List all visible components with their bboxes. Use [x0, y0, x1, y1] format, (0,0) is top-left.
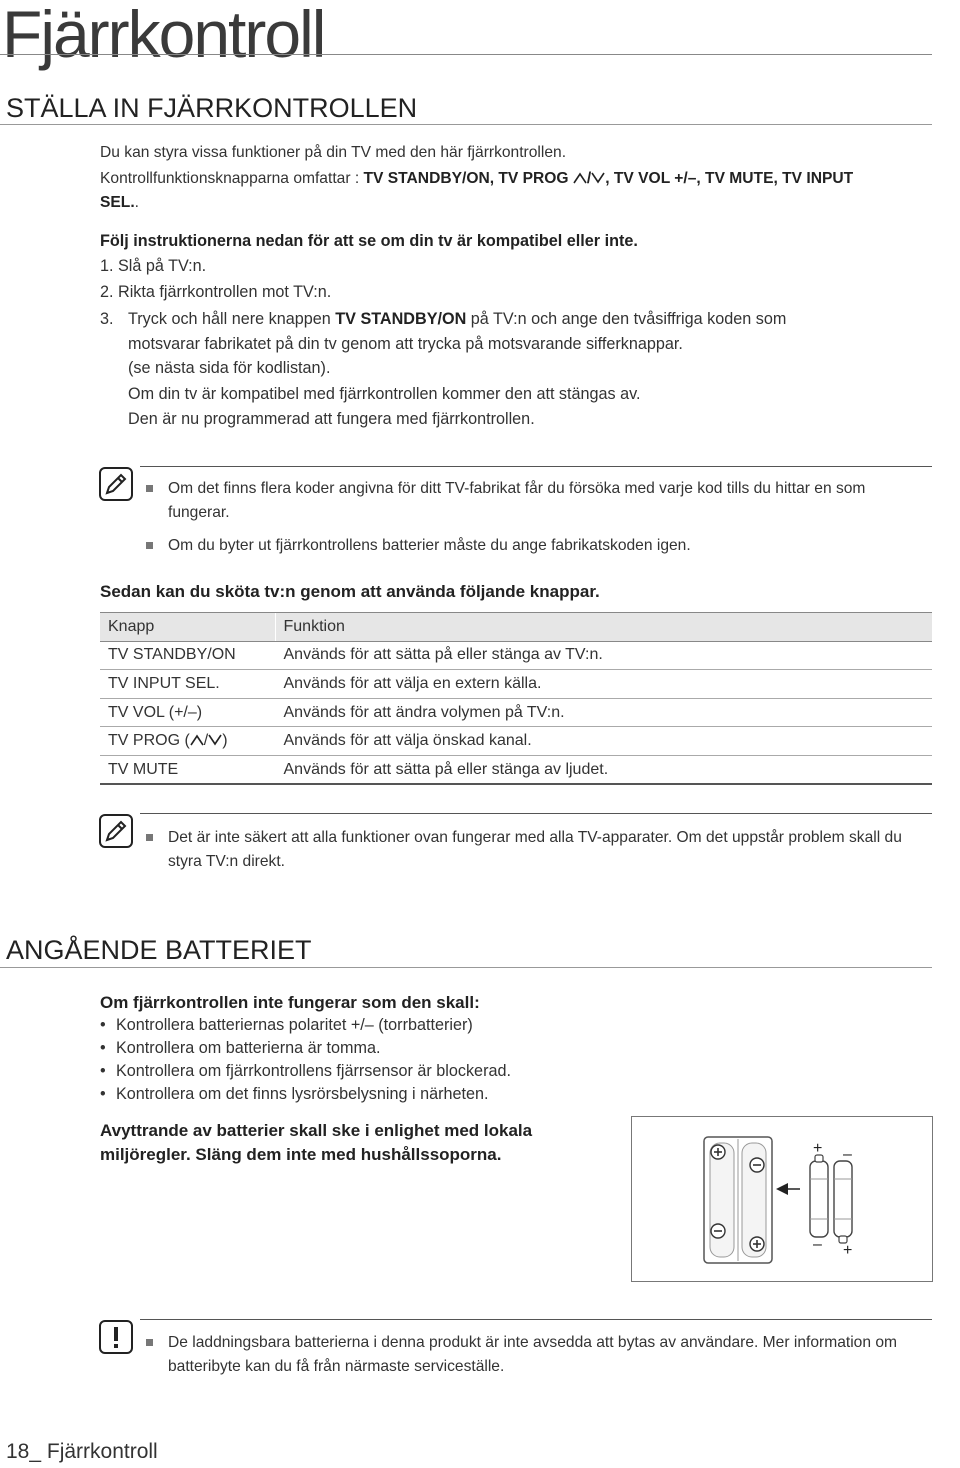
note-icon: [99, 467, 133, 501]
table-row: TV INPUT SEL. Används för att välja en extern källa.: [100, 670, 932, 699]
step-1: 1. Slå på TV:n.: [100, 257, 207, 275]
table-header-key: Knapp: [100, 613, 275, 642]
minus-icon: [750, 1158, 764, 1172]
minus-icon: [711, 1224, 725, 1238]
intro-text: Du kan styra vissa funktioner på din TV med den här fjärrkontrollen.: [100, 144, 567, 161]
table-row: TV VOL (+/–) Används för att ändra volymen på TV:n.: [100, 698, 932, 727]
section-heading-setup: STÄLLA IN FJÄRRKONTROLLEN: [6, 93, 418, 123]
section-rule: [0, 967, 932, 968]
insert-arrow-icon: [776, 1183, 800, 1195]
buttons-line: Kontrollfunktionsknapparna omfattar : TV STANDBY/ON, TV PROG / , TV VOL +/–, TV MUTE, TV INPUT: [100, 170, 854, 187]
note-item: Om du byter ut fjärrkontrollens batterier måste du ange fabrikatskoden igen.: [146, 534, 932, 558]
note-bullet: [146, 834, 153, 841]
note-bullet: [146, 542, 153, 549]
table-row: TV PROG ( / ) Används för att välja önskad kanal.: [100, 727, 932, 756]
section-heading-battery: ANGÅENDE BATTERIET: [6, 935, 312, 965]
table-row: TV MUTE Används för att sätta på eller stänga av ljudet.: [100, 755, 932, 784]
chevron-up-icon: [190, 733, 204, 745]
step-3-line-3: (se nästa sida för kodlistan).: [128, 359, 331, 377]
list-item: • Kontrollera om fjärrkontrollens fjärrsensor är blockerad.: [100, 1060, 511, 1083]
note-item: Det är inte säkert att alla funktioner ovan fungerar med alla TV-apparater. Om det uppstår problem skall du styra TV:n direkt.: [146, 826, 932, 874]
title-rule: [0, 54, 932, 55]
table-row: TV STANDBY/ON Används för att sätta på eller stänga av TV:n.: [100, 641, 932, 670]
caution-icon: [99, 1320, 133, 1354]
chevron-down-icon: [208, 733, 222, 745]
list-item: • Kontrollera om batterierna är tomma.: [100, 1037, 381, 1060]
svg-text:–: –: [813, 1236, 822, 1253]
battery-icon: [834, 1161, 852, 1243]
note-icon: [99, 814, 133, 848]
follow-instructions: Följ instruktionerna nedan för att se om din tv är kompatibel eller inte.: [100, 232, 638, 250]
battery-subheading: Om fjärrkontrollen inte fungerar som den skall:: [100, 993, 480, 1012]
list-item: • Kontrollera om det finns lysrörsbelysning i närheten.: [100, 1083, 489, 1106]
svg-text:+: +: [843, 1242, 853, 1259]
note-item: Om det finns flera koder angivna för ditt TV-fabrikat får du försöka med varje kod tills du hittar en som fungerar.: [146, 477, 932, 525]
step-3-line-2: motsvarar fabrikatet på din tv genom att trycka på motsvarande sifferknappar.: [128, 335, 683, 353]
page-footer: 18_ Fjärrkontroll: [6, 1440, 158, 1463]
step-3-number: 3.: [100, 310, 114, 328]
caution-rule: [140, 1319, 932, 1320]
section-rule: [0, 124, 932, 125]
step-3-line-4: Om din tv är kompatibel med fjärrkontrollen kommer den att stängas av.: [128, 385, 641, 403]
step-3-line-1: Tryck och håll nere knappen TV STANDBY/ON på TV:n och ange den tvåsiffriga koden som: [128, 310, 787, 328]
note-rule: [140, 466, 932, 467]
note-bullet: [146, 485, 153, 492]
disposal-line-2: miljöregler. Släng dem inte med hushållssoporna.: [100, 1145, 502, 1164]
step-2: 2. Rikta fjärrkontrollen mot TV:n.: [100, 283, 332, 301]
caution-item: De laddningsbara batterierna i denna produkt är inte avsedda att bytas av användare. Mer information om batteribyte kan du få från närmaste serviceställe.: [146, 1331, 932, 1379]
buttons-line-2: SEL..: [100, 194, 140, 211]
caution-bullet: [146, 1339, 153, 1346]
chapter-title: Fjärrkontroll: [2, 0, 325, 71]
table-intro: Sedan kan du sköta tv:n genom att använda följande knappar.: [100, 582, 600, 601]
chevron-down-icon: [591, 168, 605, 180]
plus-icon: [711, 1145, 725, 1159]
svg-text:–: –: [843, 1146, 852, 1163]
svg-text:+: +: [813, 1140, 823, 1157]
table-header-function: Funktion: [275, 613, 932, 642]
list-item: • Kontrollera batteriernas polaritet +/– (torrbatterier): [100, 1014, 473, 1037]
function-table: [100, 612, 932, 785]
battery-compartment-graphic: [632, 1117, 932, 1281]
battery-icon: [810, 1155, 828, 1237]
step-3-line-5: Den är nu programmerad att fungera med fjärrkontrollen.: [128, 410, 535, 428]
note-rule: [140, 813, 932, 814]
chevron-up-icon: [573, 168, 587, 180]
battery-illustration: [631, 1116, 933, 1282]
disposal-line-1: Avyttrande av batterier skall ske i enlighet med lokala: [100, 1121, 533, 1140]
plus-icon: [750, 1237, 764, 1251]
